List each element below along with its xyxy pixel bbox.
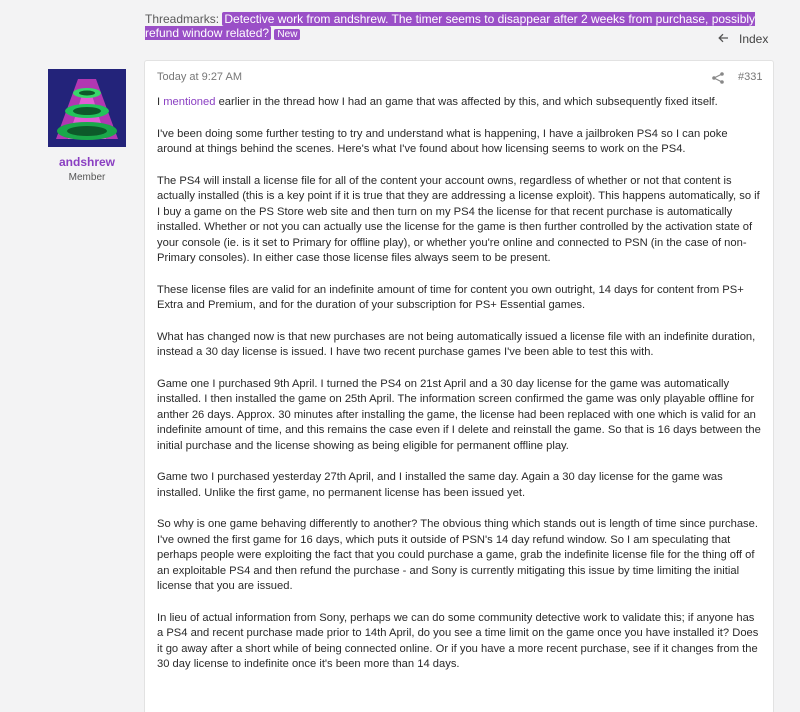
- post-card: [144, 60, 774, 712]
- avatar[interactable]: [48, 69, 126, 147]
- paragraph-2: I've been doing some further testing to try and understand what is happening, I have a jailbroken PS4 so I can poke around at things behind the scenes. Here's what I've found about how licensing seems to work on the PS4.: [157, 127, 728, 155]
- post-body: [157, 95, 763, 689]
- paragraph-4: These license files are valid for an indefinite amount of time for content you own outright, 14 days for content from PS+ Extra and Premium, and for the duration of your subscription for PS+ Essential games.: [157, 283, 744, 311]
- index-link[interactable]: Index: [739, 32, 769, 46]
- paragraph-5: What has changed now is that new purchases are not being automatically issued a license file with an indefinite duration, instead a 30 day license is issued. I have two recent purchase games I've been able to test this with.: [157, 330, 756, 358]
- post-number[interactable]: #331: [738, 71, 763, 83]
- post-timestamp[interactable]: Today at 9:27 AM: [157, 71, 242, 83]
- paragraph-6: Game one I purchased 9th April. I turned the PS4 on 21st April and a 30 day license for the game was automatically installed. I then installed the game on 25th April. The information screen confirmed the game was only playable offline for anther 26 days. Approx. 30 minutes after installing the game, the license had been replaced with one which is valid for an indefinite amount of time, and this remains the case even if I delete and reinstall the game. So that is 16 days between the initial purchase and the license showing as being eligible for permanent offline play.: [157, 377, 761, 452]
- threadmarks-label: Threadmarks:: [145, 12, 220, 26]
- threadmark-link[interactable]: Detective work from andshrew. The timer seems to disappear after 2 weeks from purchase, possibly refund window related?: [145, 12, 756, 40]
- paragraph-8: So why is one game behaving differently to another? The obvious thing which stands out is length of time since purchase. I've owned the first game for 16 days, which puts it outside of PSN's 14 day refund window. So I am speculating that perhaps people were exploiting the fact that you could purchase a game, grab the indefinite license file for the thing off of an exploitable PS4 and then refund the purchase - and Sony is currently mitigating this issue by time limiting the initial license that you are issued.: [157, 518, 758, 592]
- index-nav[interactable]: [718, 32, 768, 46]
- arrow-left-icon[interactable]: [718, 32, 729, 46]
- paragraph-9: In lieu of actual information from Sony, perhaps we can do some community detective work to validate this; if anyone has a PS4 and recent purchase made prior to 14th April, do you see a time limit on the game once you have installed it? Does it go away after a short while of being connected online. Or if you have a more recent purchase, see if it changes from the 30 day license to indefinite once it's been more than 14 days.: [157, 611, 759, 670]
- paragraph-1: I mentioned earlier in the thread how I had an game that was affected by this, and which subsequently fixed itself.: [157, 96, 718, 108]
- new-badge: New: [274, 29, 300, 40]
- username[interactable]: andshrew: [58, 155, 115, 169]
- paragraph-7: Game two I purchased yesterday 27th April, and I installed the same day. Again a 30 day license for the game was installed. Unlike the first game, no permanent license has been issued yet.: [157, 471, 723, 499]
- threadmarks-bar: [145, 12, 765, 42]
- user-role: Member: [68, 172, 106, 183]
- share-icon[interactable]: [711, 71, 725, 85]
- mentioned-link[interactable]: mentioned: [163, 96, 216, 108]
- paragraph-3: The PS4 will install a license file for all of the content your account owns, regardless of whether or not that content is actually installed (this is a key point if it is true that they are addressing a license exploit). This happens automatically, so if I buy a game on the PS Store web site and then turn on my PS4 the license for that recent purchase is automatically installed. Whether or not you can actually use the license for the game is then further controlled by the activation state of your console (ie. is it set to Primary for offline play), or whether you're online and connected to PSN (in the case of non-Primary consoles). In either case those license files always seem to be present.: [157, 174, 760, 264]
